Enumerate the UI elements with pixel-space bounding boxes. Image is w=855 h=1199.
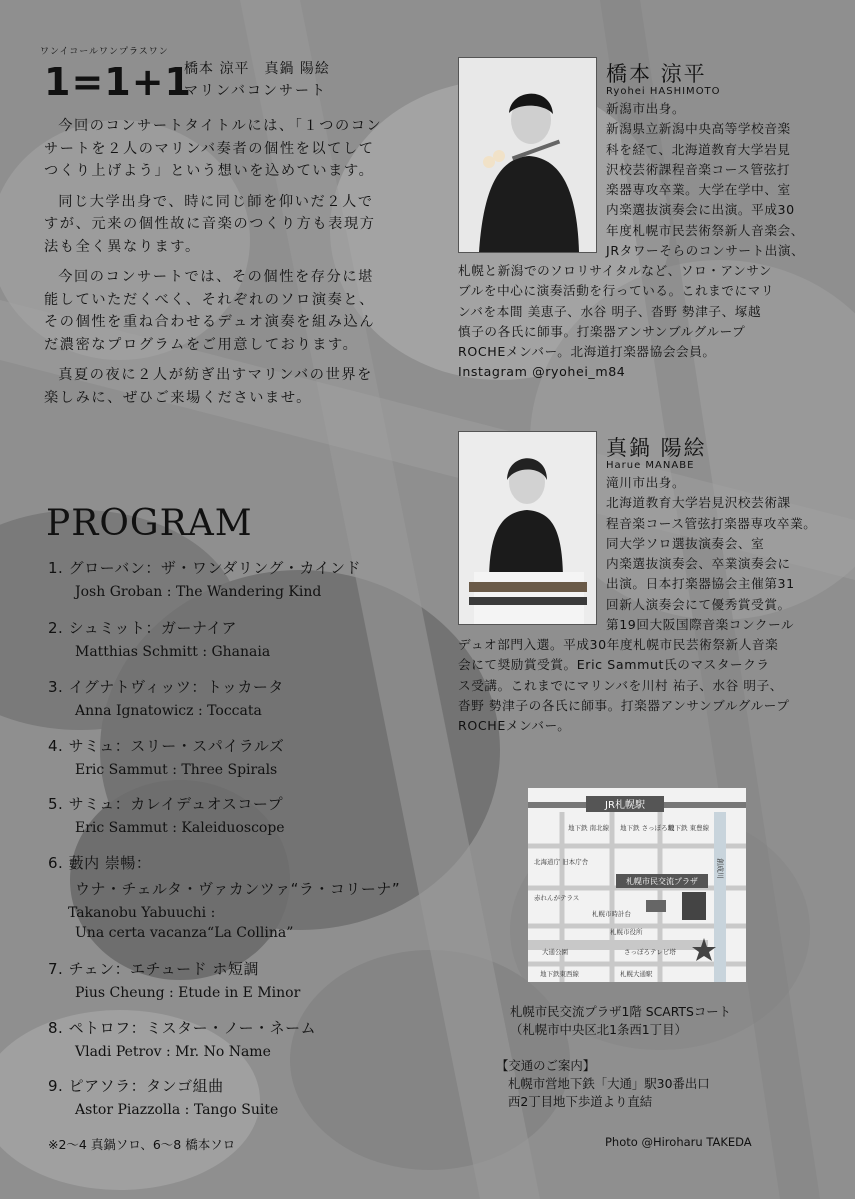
program-item [48,1075,468,1118]
intro-paragraph: 今回のコンサートタイトルには、「１つのコンサートを２人のマリンバ奏者の個性を以てしてつくり上げよう」という想いを込めています。 [44,118,383,179]
program-item-title: 1. グローバン：ザ・ワンダリング・カインド [48,559,361,577]
performer-bio-cont [458,635,790,736]
bio-line: Instagram @ryohei_m84 [458,364,626,380]
svg-text:地下鉄 南北線: 地下鉄 南北線 [568,824,610,832]
bio-line: 同大学ソロ選抜演奏会、室 [606,535,765,551]
bio-line: 楽器専攻卒業。大学在学中、室 [606,182,791,198]
program-item [48,617,468,660]
performer-name-roman: Harue MANABE [606,460,695,471]
venue-name: 札幌市民交流プラザ1階 SCARTSコート [510,1004,732,1019]
program-item [48,557,468,600]
svg-text:さっぽろテレビ塔: さっぽろテレビ塔 [624,948,676,956]
performer-name: 橋本 涼平 [606,62,707,86]
bio-line: 第19回大阪国際音楽コンクール [606,617,795,633]
performer-names: 橋本 涼平 真鍋 陽絵 [184,61,330,77]
program-item-english: Takanobu Yabuuchi : [68,905,216,921]
portrait-image [459,58,596,252]
program-item [48,852,468,941]
svg-text:札幌大通駅: 札幌大通駅 [620,970,653,978]
concert-title: 1=1+1 [44,60,193,104]
performer-name-roman: Ryohei HASHIMOTO [606,86,721,97]
program-item-english: Astor Piazzolla : Tango Suite [75,1102,279,1118]
clock-tower-building [646,900,666,912]
program-item-title: 3. イグナトヴィッツ：トッカータ [48,678,284,696]
svg-text:札幌市民交流プラザ: 札幌市民交流プラザ [626,877,698,886]
program-heading: PROGRAM [46,503,253,544]
bio-line: 回新人演奏会にて優秀賞受賞。 [606,596,791,612]
venue-info [510,1003,731,1039]
svg-text:札幌市時計台: 札幌市時計台 [592,910,631,918]
program-item-title: 6. 藪内 崇暢： [48,854,152,872]
program-item-title: 4. サミュ：スリー・スパイラルズ [48,737,285,755]
bio-line: 札幌と新潟でのソロリサイタルなど、ソロ・アンサン [458,263,773,278]
performer-photo [458,57,597,253]
svg-text:札幌市役所: 札幌市役所 [610,928,643,936]
intro-paragraph: 同じ大学出身で、時に同じ師を仰いだ２人ですが、元来の個性故に音楽のつくり方も表現方法も全く異なります。 [44,193,376,255]
program-item [48,793,468,836]
program-item-title: 8. ペトロフ：ミスター・ノー・ネーム [48,1019,317,1037]
program-item-title-cont: ウナ・チェルタ・ヴァカンツァ“ラ・コリーナ” [75,880,401,898]
performer-bio-cont [458,261,774,383]
program-item [48,958,468,1001]
plaza-building [682,892,706,920]
bio-line: 内楽選抜演奏会、卒業演奏会に [606,556,791,572]
bio-line: デュオ部門入選。平成30年度札幌市民芸術祭新人音楽 [458,637,779,652]
svg-text:地下鉄東西線: 地下鉄東西線 [540,970,579,978]
program-item-title: 2. シュミット：ガーナイア [48,619,237,637]
bio-line: ROCHEメンバー。北海道打楽器協会会員。 [458,344,716,360]
bio-line: 北海道教育大学岩見沢校芸術課 [606,495,791,511]
svg-text:JR札幌駅: JR札幌駅 [605,800,645,811]
program-item-title: 7. チェン：エチュード ホ短調 [48,960,259,978]
concert-subtitle: マリンバコンサート [184,83,328,99]
program-item-english: Eric Sammut : Kaleiduoscope [75,820,285,836]
program-item [48,676,468,719]
portrait-image [459,432,596,624]
access-line: 西2丁目地下歩道より直結 [508,1094,653,1109]
bio-line: 会にて奨励賞受賞。Eric Sammut氏のマスタークラ [458,657,770,673]
program-item-title: 9. ピアソラ：タンゴ組曲 [48,1077,224,1095]
program-item-english: Vladi Petrov : Mr. No Name [75,1044,271,1060]
bio-line: 慎子の各氏に師事。打楽器アンサンブルグループ [458,323,746,339]
bio-line: 程音楽コース管弦打楽器専攻卒業。 [606,515,817,531]
program-item-english-cont: Una certa vacanza“La Collina” [75,925,294,941]
svg-text:大通公園: 大通公園 [542,948,568,956]
performer-bio [606,473,816,635]
svg-text:創成川: 創成川 [716,858,724,879]
bio-line: ス受講。これまでにマリンバを川村 祐子、水谷 明子、 [458,677,783,693]
program-item [48,1017,468,1060]
performer-photo [458,431,597,625]
svg-text:赤れんがテラス: 赤れんがテラス [534,894,580,902]
bio-line: 年度札幌市民芸術祭新人音楽会、 [606,222,804,238]
intro-paragraph: 今回のコンサートでは、その個性を存分に堪能していただくべく、それぞれのソロ演奏と、その個性を重ね合わせるデュオ演奏を組み込んだ濃密なプログラムをご用意しております。 [44,269,376,353]
title-ruby: ワンイコールワンプラスワン [40,47,169,57]
program-item [48,735,468,778]
intro-paragraph: 真夏の夜に２人が紡ぎ出すマリンバの世界を楽しみに、ぜひご来場くださいませ。 [44,367,373,406]
program-item-english: Matthias Schmitt : Ghanaia [75,644,271,660]
access-line: 札幌市営地下鉄「大通」駅30番出口 [508,1076,710,1091]
venue-map [528,788,746,982]
bio-line: ブルを中心に演奏活動を行っている。これまでにマリ [458,283,775,299]
bio-line: JRタワーそらのコンサート出演、 [606,243,805,259]
performer-name: 真鍋 陽絵 [606,436,707,460]
program-item-title: 5. サミュ：カレイデュオスコープ [48,795,284,813]
bio-line: 出演。日本打楽器協会主催第31 [606,576,795,592]
performer-bio [606,99,804,261]
svg-text:地下鉄 東豊線: 地下鉄 東豊線 [668,824,710,832]
bio-line: 沓野 勢津子の各氏に師事。打楽器アンサンブルグループ [458,697,790,713]
bio-line: 滝川市出身。 [606,475,686,490]
svg-text:地下鉄 さっぽろ駅: 地下鉄 さっぽろ駅 [620,824,675,832]
bio-line: 沢校芸術課程音楽コース管弦打 [606,161,791,177]
venue-address: （札幌市中央区北1条西1丁目） [510,1022,687,1037]
bio-line: ンバを本間 美恵子、水谷 明子、沓野 勢津子、塚越 [458,303,762,319]
station-label [586,796,664,812]
access-info [496,1057,710,1111]
program-item-english: Josh Groban : The Wandering Kind [75,584,322,600]
bio-line: 新潟市出身。 [606,101,686,116]
bio-line: 科を経て、北海道教育大学岩見 [606,141,791,157]
bio-line: ROCHEメンバー。 [458,718,571,734]
intro-text [44,115,384,417]
bio-line: 内楽選抜演奏会に出演。平成30 [606,202,795,218]
plaza-label [616,874,708,888]
program-item-english: Eric Sammut : Three Spirals [75,762,278,778]
program-note: ※2～4 真鍋ソロ、6～8 橋本ソロ [48,1137,236,1152]
photo-credit: Photo @Hiroharu TAKEDA [605,1135,752,1149]
svg-text:北海道庁 旧本庁舎: 北海道庁 旧本庁舎 [534,858,589,866]
program-item-english: Anna Ignatowicz : Toccata [75,703,262,719]
program-item-english: Pius Cheung : Etude in E Minor [75,985,301,1001]
bio-line: 新潟県立新潟中央高等学校音楽 [606,121,791,137]
access-heading: 【交通のご案内】 [496,1058,596,1073]
